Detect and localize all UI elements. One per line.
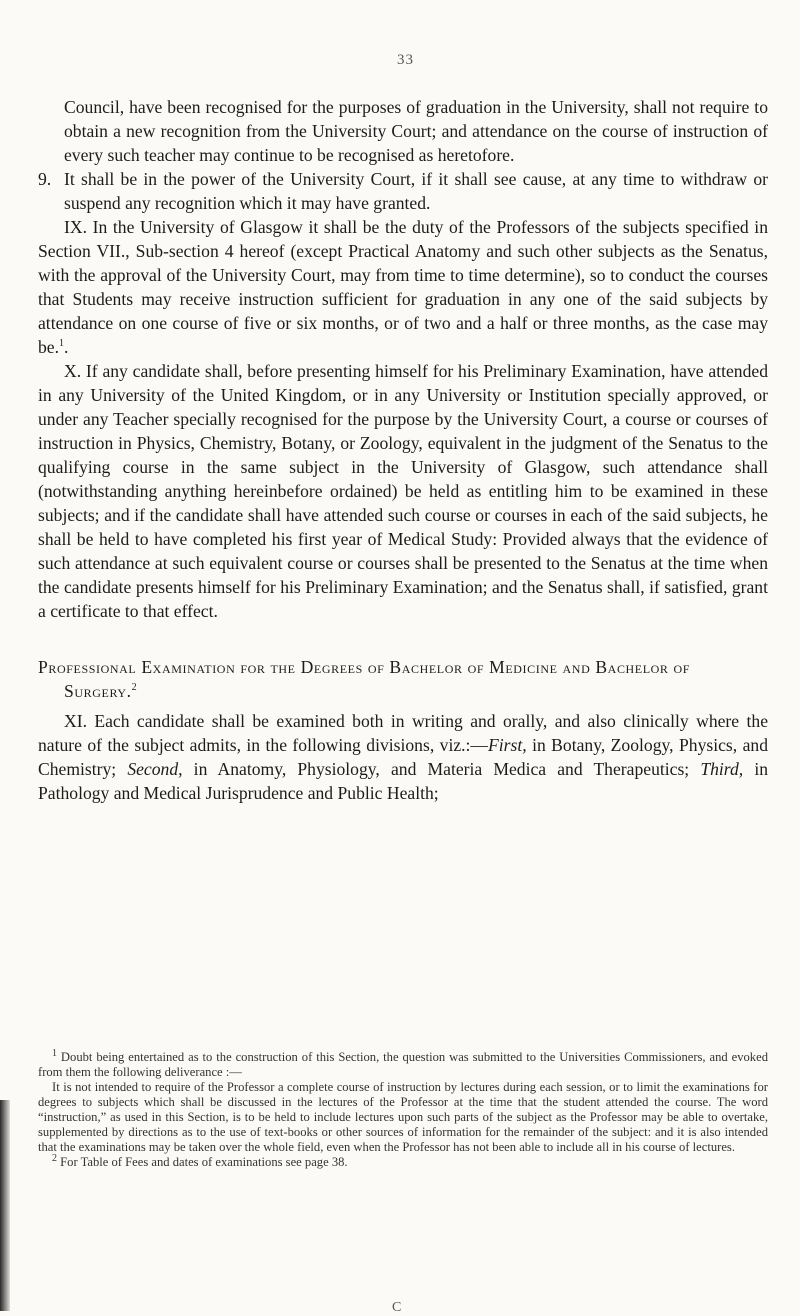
paragraph-9-number: 9. bbox=[38, 169, 52, 189]
paragraph-IX bbox=[38, 215, 768, 359]
footnote-1-text: Doubt being entertained as to the construction of this Section, the question was submitted to the Universities Commissioners, and evoked from them the following deliverance :— bbox=[38, 1050, 768, 1079]
paragraph-9-text: It shall be in the power of the University Court, if it shall see cause, at any time to withdraw or suspend any recognition which it may have granted. bbox=[64, 169, 768, 213]
footnote-1-mark: 1 bbox=[52, 1047, 57, 1059]
page-number: 33 bbox=[397, 52, 414, 68]
paragraph-XI-lead: XI. Each candidate shall be examined both in writing and orally, and also clinically where the nature of the subject admits, in the following divisions, viz.:— bbox=[38, 711, 768, 755]
footnotes bbox=[38, 1047, 768, 1170]
footnote-ref-1: 1 bbox=[59, 338, 65, 350]
division-third-label: Third, bbox=[700, 759, 744, 779]
paragraph-continued-text: Council, have been recognised for the purposes of graduation in the University, shall not require to obtain a new recognition from the University Court; and attendance on the course of instruction of every such teacher may continue to be recognised as heretofore. bbox=[64, 97, 768, 165]
division-first-text: in Botany, Zoology, Physics, and Chemistry; bbox=[38, 735, 768, 779]
paragraph-X bbox=[38, 359, 768, 623]
paragraph-XI bbox=[38, 709, 768, 805]
division-second-text: in Anatomy, Physiology, and Materia Medica and Therapeutics; bbox=[182, 759, 701, 779]
paragraph-IX-end: . bbox=[64, 337, 69, 357]
division-third-text: in Pathology and Medical Jurisprudence and Public Health; bbox=[38, 759, 769, 803]
signature-mark: C bbox=[392, 1300, 402, 1315]
paragraph-continued bbox=[38, 95, 768, 167]
division-second-label: Second, bbox=[127, 759, 183, 779]
paragraph-X-text: X. If any candidate shall, before presenting himself for his Preliminary Examination, have attended in any University of the United Kingdom, or in any University or Institution specially approved, or under any Teacher specially recognised for the purpose by the University Court, a course or courses of instruction in Physics, Chemistry, Botany, or Zoology, equivalent in the judgment of the Senatus to the qualifying course in the same subject in the University of Glasgow, such attendance shall (notwithstanding anything hereinbefore ordained) be held as entitling him to be examined in these subjects; and if the candidate shall have attended such course or courses in each of the said subjects, he shall be held to have completed his first year of Medical Study: Provided always that the evidence of such attendance at such equivalent course or courses shall be presented to the Senatus at the time when the candidate presents himself for his Preliminary Examination; and the Senatus shall, if satisfied, grant a certificate to that effect. bbox=[38, 361, 768, 621]
paragraph-9 bbox=[38, 167, 768, 215]
section-heading bbox=[38, 655, 768, 703]
footnote-2 bbox=[38, 1152, 768, 1170]
page-edge-shadow bbox=[0, 1100, 10, 1311]
paragraph-IX-text: IX. In the University of Glasgow it shall be the duty of the Professors of the subjects specified in Section VII., Sub-section 4 hereof (except Practical Anatomy and such other subjects as the Senatus, with the approval of the University Court, may from time to time determine), so to conduct the courses that Students may receive instruction sufficient for graduation in any one of the said subjects by attendance on one course of five or six months, or of two and a half or three months, as the case may be. bbox=[38, 217, 768, 357]
body-text bbox=[38, 95, 768, 805]
division-first-label: First, bbox=[488, 735, 527, 755]
section-heading-text: Professional Examination for the Degrees of Bachelor of Medicine and Bachelor of Surgery. bbox=[38, 657, 691, 701]
footnote-1-continued-text: It is not intended to require of the Professor a complete course of instruction by lectures during each session, or to limit the examinations for degrees to subjects which shall be discussed in the lectures of the Professor at the time that the student attended the course. The word “instruction,” as used in this Section, is to be held to include lectures upon such parts of the subject as the Professor may be able to overtake, supplemented by directions as to the use of text-books or other sources of information for the remainder of the subject: and it is also intended that the examinations may be taken over the whole field, even when the Professor has not been able to include all in his course of lectures. bbox=[38, 1080, 768, 1154]
footnote-2-mark: 2 bbox=[52, 1152, 57, 1164]
footnote-1-continued bbox=[38, 1080, 768, 1155]
footnote-2-text: For Table of Fees and dates of examinations see page 38. bbox=[57, 1155, 348, 1169]
footnote-1 bbox=[38, 1047, 768, 1080]
footnote-ref-2: 2 bbox=[131, 682, 138, 694]
